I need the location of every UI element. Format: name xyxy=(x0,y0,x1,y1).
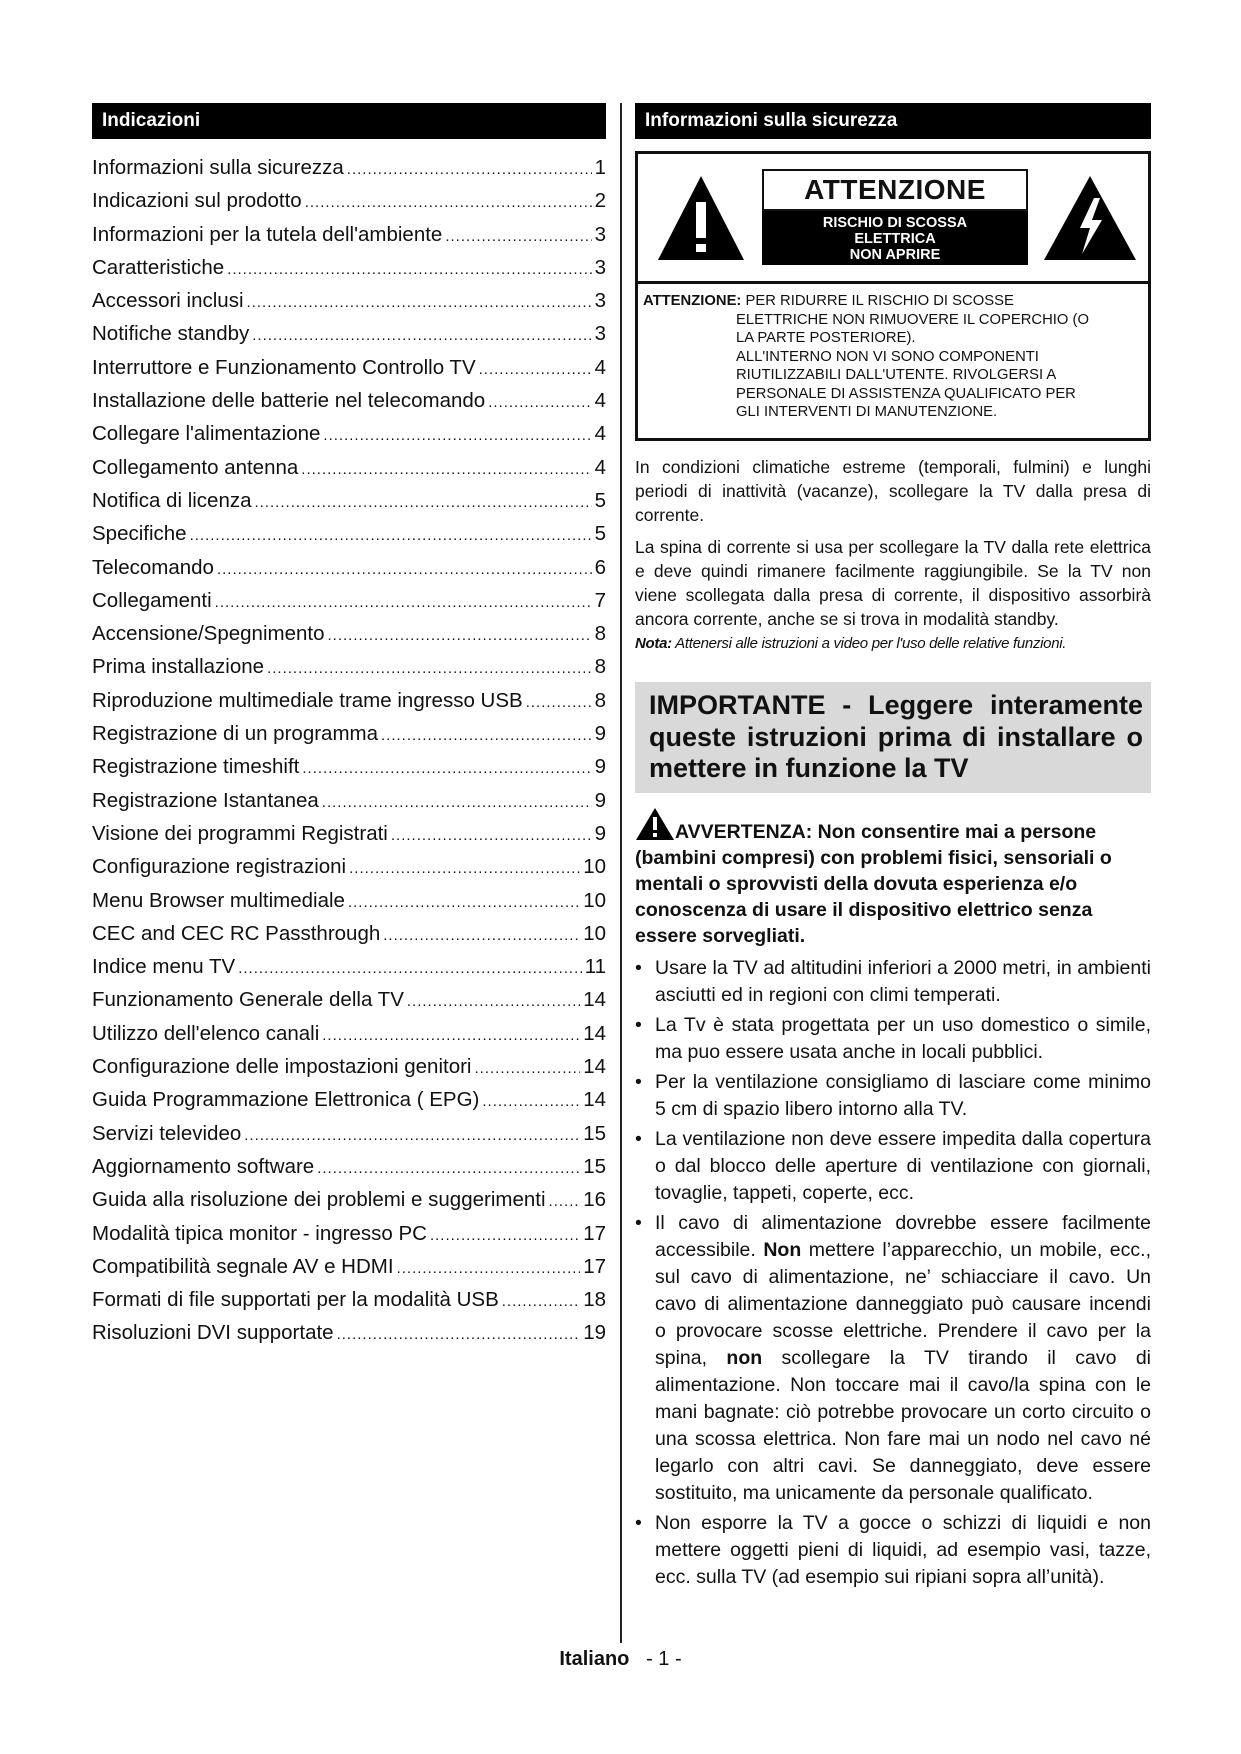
toc-entry-title: Informazioni per la tutela dell'ambiente xyxy=(92,222,443,246)
toc-entry xyxy=(92,650,606,683)
toc-entry-page: 10 xyxy=(583,921,606,945)
toc-entry xyxy=(92,750,606,783)
toc-entry xyxy=(92,351,606,384)
toc-entry-title: Notifiche standby xyxy=(92,322,250,346)
note-text: Attenersi alle istruzioni a video per l'uso delle relative funzioni. xyxy=(671,635,1067,652)
toc-entry-page: 3 xyxy=(594,322,606,346)
toc-entry-title: CEC and CEC RC Passthrough xyxy=(92,921,381,945)
toc-entry-title: Utilizzo dell'elenco canali xyxy=(92,1021,320,1045)
toc-leader-dots xyxy=(217,553,592,586)
toc-entry xyxy=(92,551,606,584)
toc-entry xyxy=(92,950,606,983)
bullet-text: scollegare la TV tirando il cavo di alimentazione. Non toccare mai il cavo/la spina con le mani bagnate: ciò potrebbe provocare un corto circuito o una scossa elettrica. Non fare mai un nodo nel cavo né legarlo con altri cavi. Se danneggiato, deve essere sostituito, ma unicamente da personale qualificato. xyxy=(655,1346,1151,1504)
toc-entry xyxy=(92,417,606,450)
toc-entry-page: 9 xyxy=(594,755,606,779)
toc-entry-page: 17 xyxy=(583,1221,606,1245)
toc-leader-dots xyxy=(502,1285,580,1318)
toc-entry-title: Riproduzione multimediale trame ingresso USB xyxy=(92,688,523,712)
attention-subtitle xyxy=(762,211,1028,265)
toc-entry-title: Notifica di licenza xyxy=(92,488,252,512)
toc-entry-page: 9 xyxy=(594,722,606,746)
toc-leader-dots xyxy=(349,852,580,885)
toc-entry xyxy=(92,684,606,717)
toc-leader-dots xyxy=(247,286,592,319)
toc-leader-dots xyxy=(302,752,591,785)
toc-entry xyxy=(92,917,606,950)
toc-leader-dots xyxy=(322,786,592,819)
toc-leader-dots xyxy=(347,153,592,186)
bullet-item: • La Tv è stata progettata per un uso domestico o simile, ma puo essere usata anche in locali pubblici. xyxy=(635,1012,1151,1066)
toc-entry xyxy=(92,384,606,417)
toc-entry-title: Accessori inclusi xyxy=(92,289,244,313)
toc-entry-title: Formati di file supportati per la modalità USB xyxy=(92,1288,499,1312)
toc-entry-title: Collegamento antenna xyxy=(92,455,299,479)
toc-entry-title: Aggiornamento software xyxy=(92,1154,315,1178)
toc-entry-page: 6 xyxy=(594,555,606,579)
toc-entry-title: Registrazione Istantanea xyxy=(92,788,319,812)
warning-line-1 xyxy=(643,292,1143,311)
toc-entry-title: Guida alla risoluzione dei problemi e suggerimenti xyxy=(92,1188,546,1212)
toc-entry-title: Indice menu TV xyxy=(92,955,236,979)
toc-entry xyxy=(92,1217,606,1250)
toc-entry-page: 14 xyxy=(583,988,606,1012)
toc-entry xyxy=(92,850,606,883)
toc-column xyxy=(92,103,606,1350)
warning-box-top xyxy=(638,154,1148,284)
toc-entry xyxy=(92,1316,606,1349)
toc-entry-title: Guida Programmazione Elettronica ( EPG) xyxy=(92,1088,480,1112)
toc-entry xyxy=(92,584,606,617)
toc-entry-title: Modalità tipica monitor - ingresso PC xyxy=(92,1221,427,1245)
toc-entry xyxy=(92,1150,606,1183)
warning-line-3: LA PARTE POSTERIORE). xyxy=(736,330,916,346)
toc-entry-title: Indicazioni sul prodotto xyxy=(92,189,302,213)
toc-entry xyxy=(92,284,606,317)
toc-entry-page: 3 xyxy=(594,255,606,279)
toc-entry xyxy=(92,1250,606,1283)
toc-entry-page: 5 xyxy=(594,488,606,512)
toc-leader-dots xyxy=(474,1052,580,1085)
toc-entry xyxy=(92,884,606,917)
safety-header: Informazioni sulla sicurezza xyxy=(635,103,1151,139)
toc-entry xyxy=(92,1050,606,1083)
toc-entry-title: Visione dei programmi Registrati xyxy=(92,821,388,845)
toc-entry xyxy=(92,617,606,650)
toc-entry-page: 10 xyxy=(583,888,606,912)
toc-leader-dots xyxy=(488,386,591,419)
toc-entry xyxy=(92,451,606,484)
toc-entry xyxy=(92,251,606,284)
toc-entry-page: 3 xyxy=(594,289,606,313)
toc-entry-page: 2 xyxy=(594,189,606,213)
toc-entry xyxy=(92,1117,606,1150)
toc-header: Indicazioni xyxy=(92,103,606,139)
safety-column xyxy=(635,103,1151,1594)
warning-line-text: PER RIDURRE IL RISCHIO DI SCOSSE xyxy=(745,293,1014,309)
toc-entry-title: Registrazione di un programma xyxy=(92,722,378,746)
toc-entry-page: 9 xyxy=(594,788,606,812)
toc-entry xyxy=(92,1017,606,1050)
toc-entry xyxy=(92,1283,606,1316)
toc-entry-page: 8 xyxy=(594,622,606,646)
bullet-item xyxy=(635,1210,1151,1507)
toc-entry-page: 18 xyxy=(583,1288,606,1312)
toc-entry-page: 19 xyxy=(583,1321,606,1345)
toc-leader-dots xyxy=(337,1318,581,1351)
toc-leader-dots xyxy=(301,453,591,486)
toc-entry-page: 5 xyxy=(594,522,606,546)
important-box: IMPORTANTE - Leggere interamente queste istruzioni prima di installare o mettere in funzione la TV xyxy=(635,682,1151,793)
toc-entry xyxy=(92,717,606,750)
toc-entry-title: Funzionamento Generale della TV xyxy=(92,988,404,1012)
toc-entry-title: Compatibilità segnale AV e HDMI xyxy=(92,1254,394,1278)
warning-triangle-icon xyxy=(635,807,675,841)
toc-entry xyxy=(92,983,606,1016)
toc-leader-dots xyxy=(482,1085,580,1118)
toc-entry-title: Telecomando xyxy=(92,555,214,579)
toc-entry-title: Collegamenti xyxy=(92,588,212,612)
toc-entry-page: 7 xyxy=(594,588,606,612)
toc-leader-dots xyxy=(215,586,592,619)
bullet-item: • Per la ventilazione consigliamo di lasciare come minimo 5 cm di spazio libero intorno alla TV. xyxy=(635,1069,1151,1123)
toc-leader-dots xyxy=(255,486,592,519)
toc-entry-page: 4 xyxy=(594,455,606,479)
toc-entry xyxy=(92,1183,606,1216)
toc-leader-dots xyxy=(381,719,592,752)
toc-entry xyxy=(92,151,606,184)
warning-text xyxy=(643,292,1143,422)
toc-entry-title: Risoluzioni DVI supportate xyxy=(92,1321,334,1345)
toc-leader-dots xyxy=(397,1252,581,1285)
attention-title: ATTENZIONE xyxy=(762,169,1028,211)
footer-page-number: - 1 - xyxy=(646,1648,682,1670)
toc-entry-title: Servizi televideo xyxy=(92,1121,242,1145)
toc-entry-page: 14 xyxy=(583,1055,606,1079)
toc-leader-dots xyxy=(317,1152,580,1185)
toc-leader-dots xyxy=(549,1185,581,1218)
warning-lead: ATTENZIONE: xyxy=(643,293,742,309)
exclamation-warning-icon xyxy=(656,174,746,262)
note xyxy=(635,635,1151,652)
toc-leader-dots xyxy=(328,619,592,652)
toc-leader-dots xyxy=(252,319,591,352)
toc-entry-page: 10 xyxy=(583,855,606,879)
warning-line-4: ALL'INTERNO NON VI SONO COMPONENTI xyxy=(736,348,1039,365)
page-footer xyxy=(0,1648,1241,1671)
toc-entry-title: Installazione delle batterie nel telecomando xyxy=(92,389,486,413)
toc-entry-title: Accensione/Spegnimento xyxy=(92,622,325,646)
climate-paragraph: In condizioni climatiche estreme (temporali, fulmini) e lunghi periodi di inattività (vacanze), scollegare la TV dalla presa di corrente. xyxy=(635,457,1151,525)
bullet-item: • La ventilazione non deve essere impedita dalla copertura o dal blocco delle aperture di ventilazione con giornali, tovaglie, tappeti, coperte, ecc. xyxy=(635,1126,1151,1207)
toc-entry-page: 11 xyxy=(584,955,606,979)
toc-entry-page: 14 xyxy=(583,1021,606,1045)
toc-leader-dots xyxy=(305,186,592,219)
warning-line-7: GLI INTERVENTI DI MANUTENZIONE. xyxy=(736,404,998,420)
bullet-emphasis: non xyxy=(726,1346,763,1369)
footer-language: Italiano xyxy=(559,1648,630,1670)
toc-entry xyxy=(92,517,606,550)
attention-subtitle-line: RISCHIO DI SCOSSA xyxy=(822,215,968,231)
toc-leader-dots xyxy=(479,353,592,386)
toc-leader-dots xyxy=(526,686,592,719)
bullet-item: • Non esporre la TV a gocce o schizzi di liquidi e non mettere oggetti pieni di liquidi, ad esempio vasi, tazze, ecc. sulla TV (ad esempio sui ripiani sopra all’unità). xyxy=(635,1510,1151,1591)
toc-entry-title: Prima installazione xyxy=(92,655,265,679)
attention-subtitle-line: NON APRIRE xyxy=(849,247,941,263)
toc-entry-title: Menu Browser multimediale xyxy=(92,888,345,912)
toc-leader-dots xyxy=(430,1219,580,1252)
toc-entry-title: Specifiche xyxy=(92,522,187,546)
toc-leader-dots xyxy=(383,919,580,952)
warning-line-6: PERSONALE DI ASSISTENZA QUALIFICATO PER xyxy=(736,385,1076,402)
toc-entry xyxy=(92,1083,606,1116)
toc-list xyxy=(92,151,606,1350)
toc-entry xyxy=(92,484,606,517)
lightning-warning-icon xyxy=(1042,174,1138,262)
bullet-text: mettere l’apparecchio, un mobile, ecc., sul cavo di alimentazione, ne’ schiacciare il cavo. Un cavo di alimentazione danneggiato può causare incendi o provocare scosse elettriche. Prendere il cavo per la spina, xyxy=(655,1238,1151,1369)
toc-entry-page: 15 xyxy=(583,1154,606,1178)
toc-entry-title: Collegare l'alimentazione xyxy=(92,422,321,446)
safety-bullets xyxy=(635,955,1151,1591)
toc-entry-page: 4 xyxy=(594,422,606,446)
bullet-item: • Usare la TV ad altitudini inferiori a 2000 metri, in ambienti asciutti ed in regioni con climi temperati. xyxy=(635,955,1151,1009)
toc-entry xyxy=(92,784,606,817)
toc-entry-title: Configurazione registrazioni xyxy=(92,855,347,879)
toc-leader-dots xyxy=(407,985,580,1018)
toc-entry xyxy=(92,218,606,251)
toc-entry-title: Interruttore e Funzionamento Controllo TV xyxy=(92,355,476,379)
toc-leader-dots xyxy=(322,1019,580,1052)
toc-entry-page: 4 xyxy=(594,389,606,413)
warning-line-5: RIUTILIZZABILI DALL'UTENTE. RIVOLGERSI A xyxy=(736,367,1057,383)
toc-entry-page: 3 xyxy=(594,222,606,246)
toc-leader-dots xyxy=(391,819,592,852)
note-label: Nota: xyxy=(635,635,672,652)
column-divider xyxy=(620,103,622,1643)
toc-entry-page: 9 xyxy=(594,821,606,845)
toc-entry xyxy=(92,317,606,350)
toc-leader-dots xyxy=(267,652,592,685)
toc-leader-dots xyxy=(348,886,580,919)
warning-box xyxy=(635,151,1151,441)
toc-entry xyxy=(92,184,606,217)
toc-leader-dots xyxy=(227,253,591,286)
toc-entry-page: 4 xyxy=(594,355,606,379)
plug-paragraph: La spina di corrente si usa per scollegare la TV dalla rete elettrica e deve quindi rimanere facilmente raggiungibile. Se la TV non viene scollegata dalla presa di corrente, il dispositivo assorbirà ancora corrente, anche se si trova in modalità standby. xyxy=(635,537,1151,629)
toc-entry-page: 16 xyxy=(583,1188,606,1212)
toc-leader-dots xyxy=(244,1119,580,1152)
toc-entry-title: Caratteristiche xyxy=(92,255,225,279)
bullet-emphasis: Non xyxy=(763,1238,802,1261)
toc-leader-dots xyxy=(190,519,592,552)
toc-entry-page: 8 xyxy=(594,655,606,679)
toc-entry-page: 17 xyxy=(583,1254,606,1278)
avvertenza-text: AVVERTENZA: Non consentire mai a persone (bambini compresi) con problemi fisici, sensoriali o mentali o sprovvisti della dovuta esperienza e/o conoscenza di usare il dispositivo elettrico senza essere sorvegliati. xyxy=(635,820,1112,947)
attention-subtitle-line: ELETTRICA xyxy=(854,231,936,247)
toc-entry-page: 14 xyxy=(583,1088,606,1112)
avvertenza-block xyxy=(635,807,1151,949)
warning-line-2: ELETTRICHE NON RIMUOVERE IL COPERCHIO (O xyxy=(736,311,1089,328)
toc-entry-page: 15 xyxy=(583,1121,606,1145)
toc-entry-page: 1 xyxy=(594,156,606,179)
attention-label xyxy=(762,169,1028,269)
toc-entry-page: 8 xyxy=(594,688,606,712)
bullet-text: Il cavo di alimentazione dovrebbe essere facilmente accessibile. xyxy=(655,1211,1151,1261)
toc-entry-title: Configurazione delle impostazioni genitori xyxy=(92,1055,472,1079)
toc-leader-dots xyxy=(323,419,591,452)
toc-entry-title: Registrazione timeshift xyxy=(92,755,300,779)
toc-entry xyxy=(92,817,606,850)
toc-entry-title: Informazioni sulla sicurezza xyxy=(92,156,344,179)
toc-leader-dots xyxy=(238,952,582,985)
toc-leader-dots xyxy=(445,220,591,253)
